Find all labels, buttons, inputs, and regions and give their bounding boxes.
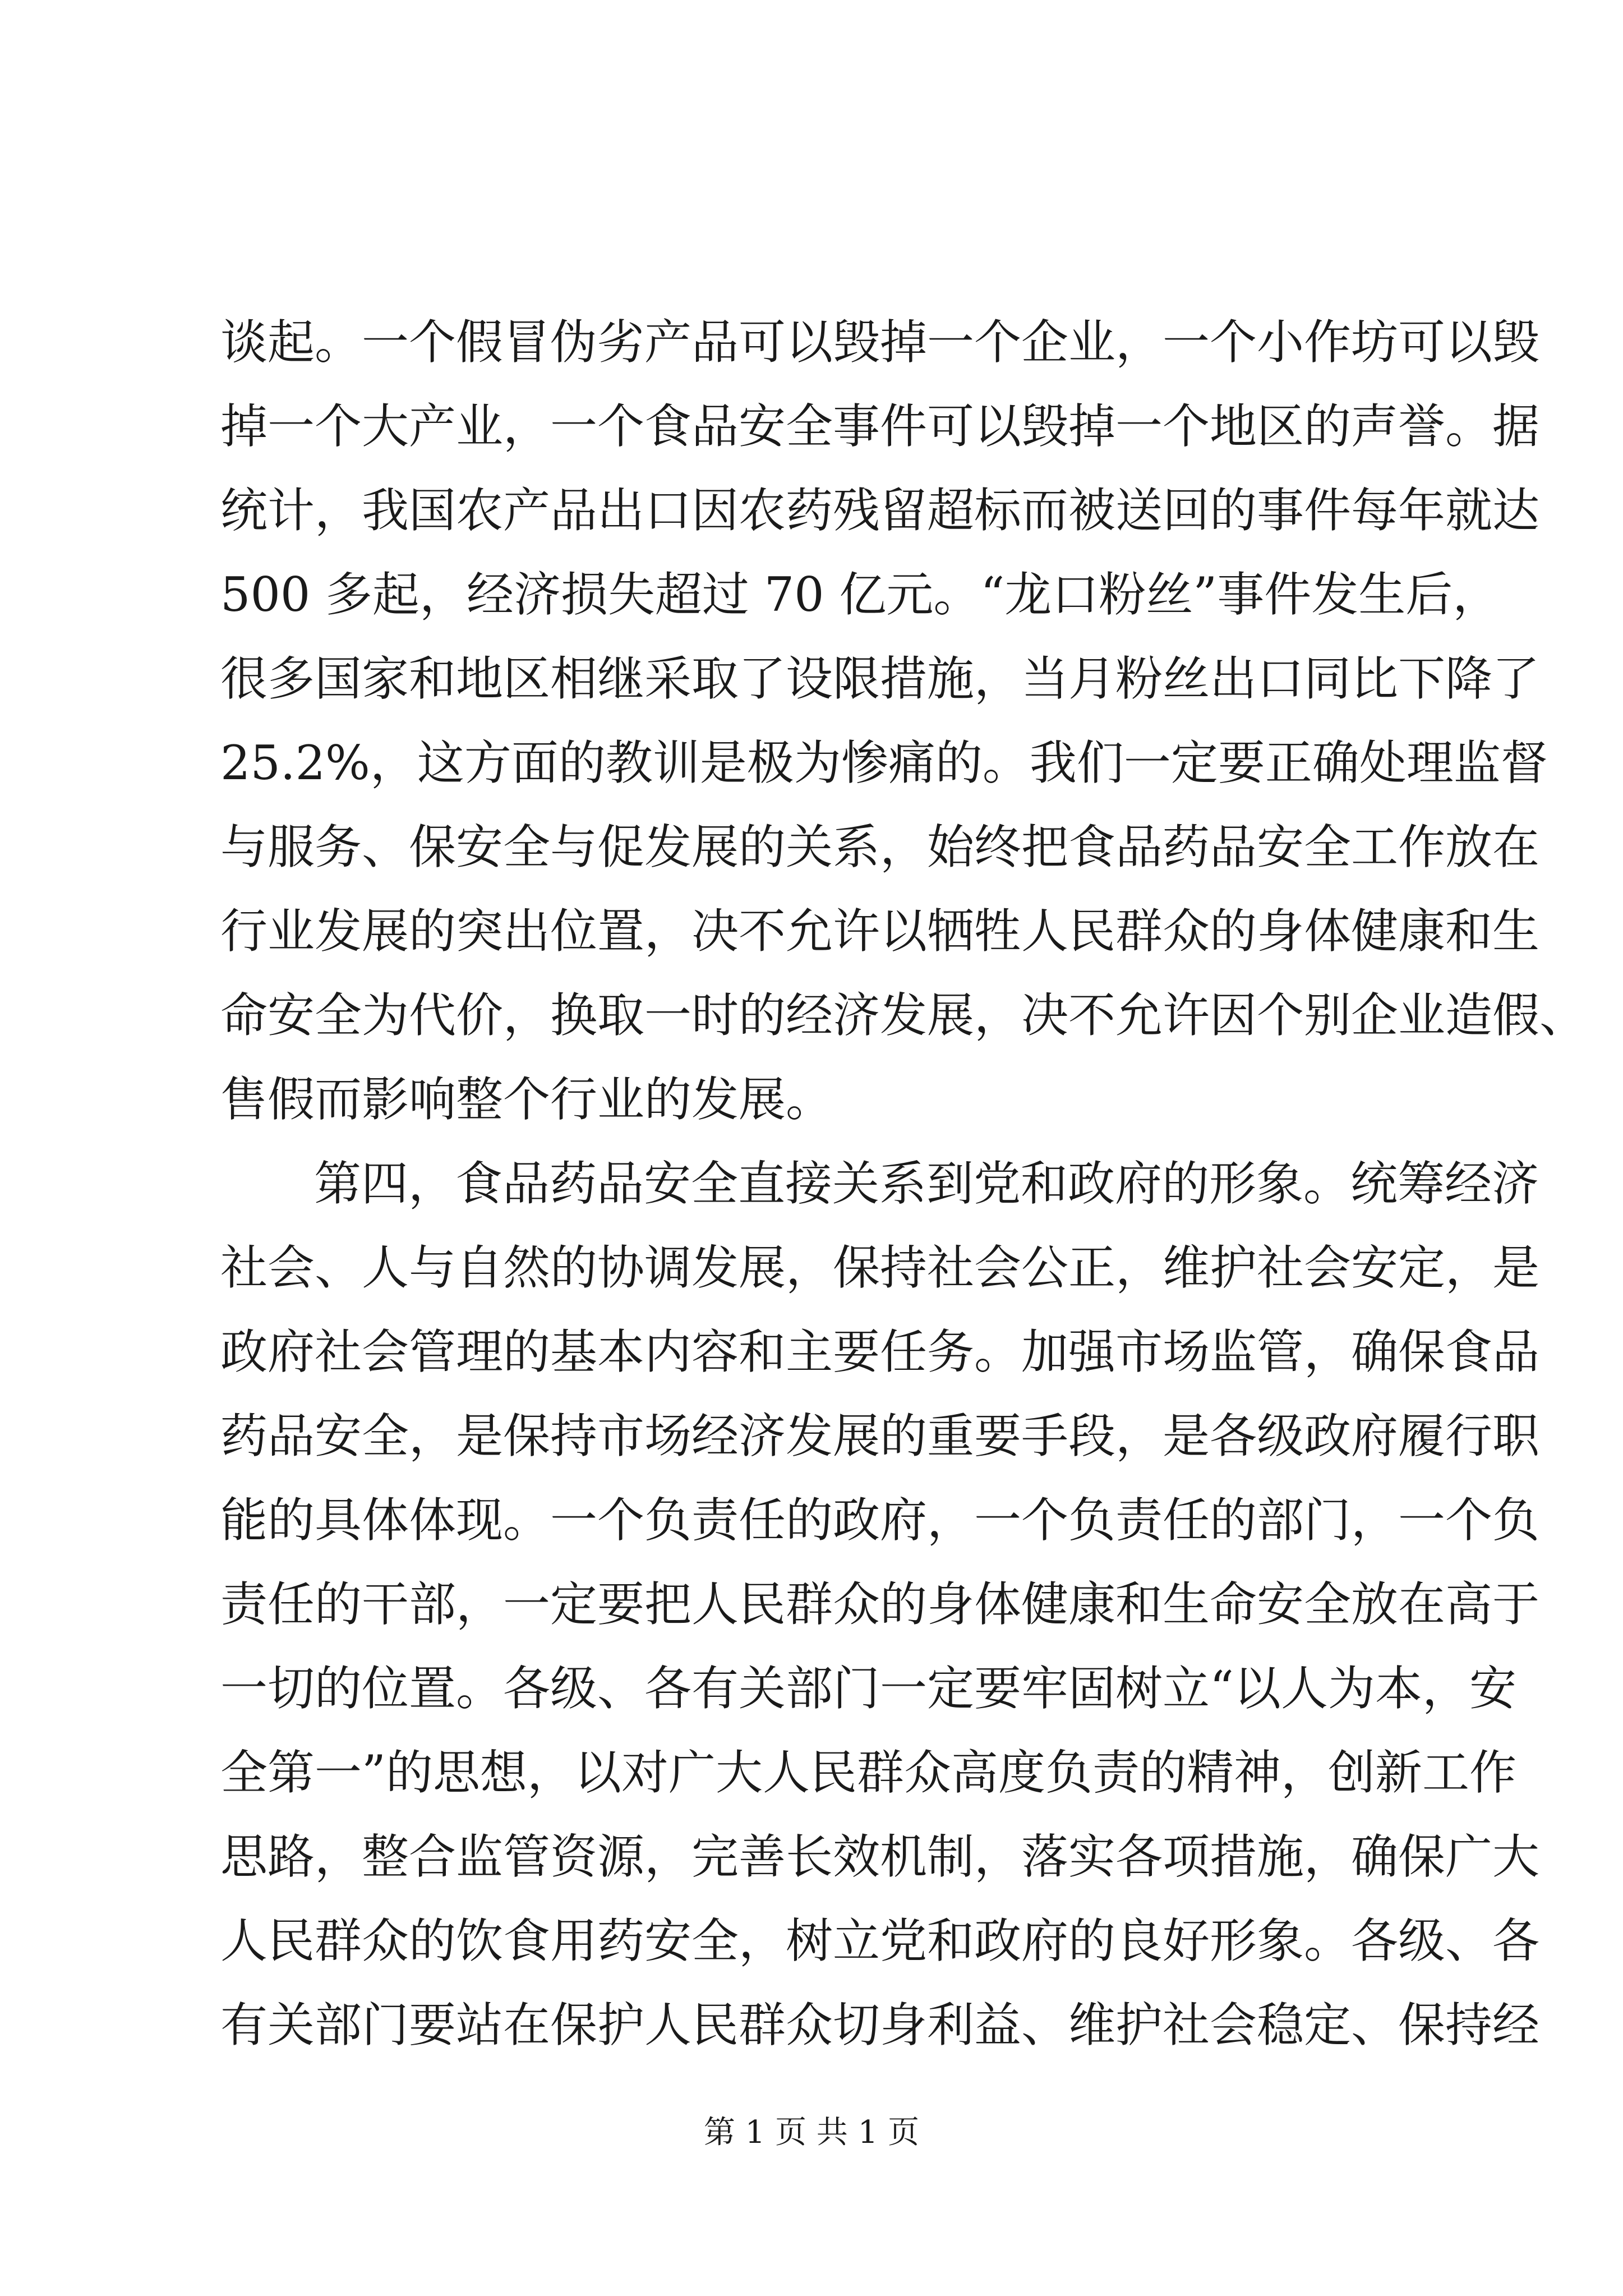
text-line: 很多国家和地区相继采取了设限措施，当月粉丝出口同比下降了 <box>220 651 1540 706</box>
text-line: 社会、人与自然的协调发展，保持社会公正，维护社会安定，是 <box>220 1240 1540 1295</box>
text-line: 行业发展的突出位置，决不允许以牺牲人民群众的身体健康和生 <box>220 904 1540 959</box>
text-line: 有关部门要站在保护人民群众切身利益、维护社会稳定、保持经 <box>220 1998 1540 2053</box>
text-line: 统计，我国农产品出口因农药残留超标而被送回的事件每年就达 <box>220 483 1540 538</box>
text-line: 政府社会管理的基本内容和主要任务。加强市场监管，确保食品 <box>220 1324 1540 1379</box>
text-line: 谈起。一个假冒伪劣产品可以毁掉一个企业，一个小作坊可以毁 <box>220 315 1540 370</box>
text-line: 命安全为代价，换取一时的经济发展，决不允许因个别企业造假、 <box>220 988 1587 1043</box>
text-line: 25.2%，这方面的教训是极为惨痛的。我们一定要正确处理监督 <box>220 735 1548 790</box>
text-line: 与服务、保安全与促发展的关系，始终把食品药品安全工作放在 <box>220 820 1540 875</box>
text-line: 责任的干部，一定要把人民群众的身体健康和生命安全放在高于 <box>220 1577 1540 1632</box>
text-line: 能的具体体现。一个负责任的政府，一个负责任的部门，一个负 <box>220 1493 1540 1548</box>
text-line: 思路，整合监管资源，完善长效机制，落实各项措施，确保广大 <box>220 1829 1540 1884</box>
text-line: 掉一个大产业，一个食品安全事件可以毁掉一个地区的声誉。据 <box>220 399 1540 454</box>
text-line: 一切的位置。各级、各有关部门一定要牢固树立“以人为本，安 <box>220 1661 1516 1716</box>
paragraph-start-line: 第四，食品药品安全直接关系到党和政府的形象。统筹经济 <box>314 1156 1539 1211</box>
text-line: 药品安全，是保持市场经济发展的重要手段，是各级政府履行职 <box>220 1409 1540 1464</box>
text-line: 人民群众的饮食用药安全，树立党和政府的良好形象。各级、各 <box>220 1913 1540 1968</box>
page-footer: 第 1 页 共 1 页 <box>703 2114 920 2151</box>
text-line: 售假而影响整个行业的发展。 <box>220 1072 833 1127</box>
text-line: 500 多起，经济损失超过 70 亿元。“龙口粉丝”事件发生后， <box>220 567 1500 622</box>
text-line: 全第一”的思想，以对广大人民群众高度负责的精神，创新工作 <box>220 1745 1516 1800</box>
